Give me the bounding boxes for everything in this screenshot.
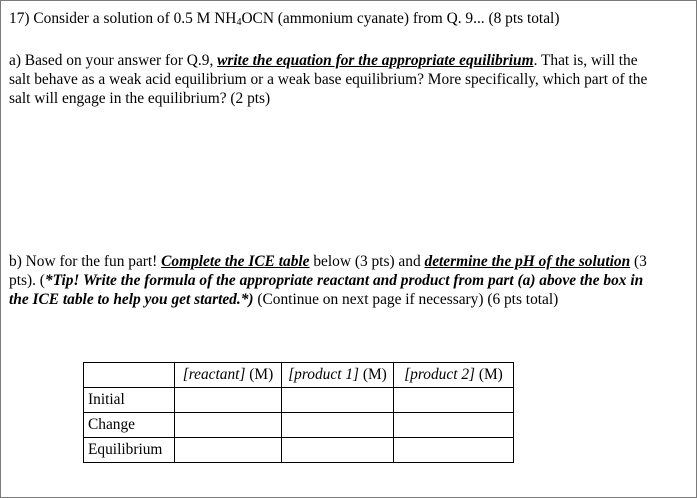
ice-table [83,362,514,463]
ice-cell[interactable] [175,413,282,438]
product-1-name: [product 1] [288,366,360,383]
ice-header-product-1 [282,363,394,388]
ice-header-row [84,363,514,388]
part-b-emphasis-ph: determine the pH of the solution [424,253,631,270]
part-a-line-2: salt behave as a weak acid equilibrium or a weak base equilibrium? More specifically, which part of the [9,71,648,88]
part-a-line-3: salt will engage in the equilibrium? (2 pts) [9,90,271,107]
ice-cell[interactable] [282,388,394,413]
part-b-middle: below (3 pts) and [309,253,425,270]
ice-cell[interactable] [394,413,514,438]
ice-cell[interactable] [394,388,514,413]
part-b-pts: pts). ( [9,272,45,289]
reactant-unit: (M) [245,366,274,383]
ice-cell[interactable] [282,438,394,463]
ice-row-label: Change [84,413,175,438]
part-b-after: (3 [630,253,647,270]
product-1-unit: (M) [359,366,387,383]
part-a-emphasis: write the equation for the appropriate equilibrium [217,52,534,69]
part-b-emphasis-ice: Complete the ICE table [161,253,310,270]
part-b-intro: b) Now for the fun part! [9,253,162,270]
ice-row-equilibrium [84,438,514,463]
product-2-unit: (M) [475,366,503,383]
formula-subscript: 4 [236,17,242,28]
part-a-intro: a) Based on your answer for Q.9, [9,52,218,69]
part-a-after: . That is, will the [533,52,638,69]
question-suffix: (ammonium cyanate) from Q. 9... (8 pts total) [273,10,560,27]
part-b-line-3 [9,290,558,309]
part-b-tip-end: the ICE table to help you get started.*) [9,291,254,308]
part-b-tip: *Tip! Write the formula of the appropriate reactant and product from part (a) above the box in [44,272,644,289]
part-a-line-1 [9,51,638,70]
ice-header-reactant [175,363,282,388]
ice-cell[interactable] [175,438,282,463]
part-b-continue: (Continue on next page if necessary) (6 pts total) [253,291,559,308]
part-b-line-2 [9,271,643,290]
ice-header-product-2 [394,363,514,388]
question-prefix: 17) Consider a solution of 0.5 M NH [9,10,237,27]
question-header [9,9,559,28]
ice-row-label: Equilibrium [84,438,175,463]
ice-row-change [84,413,514,438]
product-2-name: [product 2] [404,366,476,383]
ice-row-label: Initial [84,388,175,413]
formula-rest: OCN [241,10,274,27]
ice-cell[interactable] [282,413,394,438]
ice-corner-cell [84,363,175,388]
ice-row-initial [84,388,514,413]
ice-cell[interactable] [394,438,514,463]
ice-cell[interactable] [175,388,282,413]
part-b-line-1 [9,252,647,271]
reactant-name: [reactant] [182,366,246,383]
